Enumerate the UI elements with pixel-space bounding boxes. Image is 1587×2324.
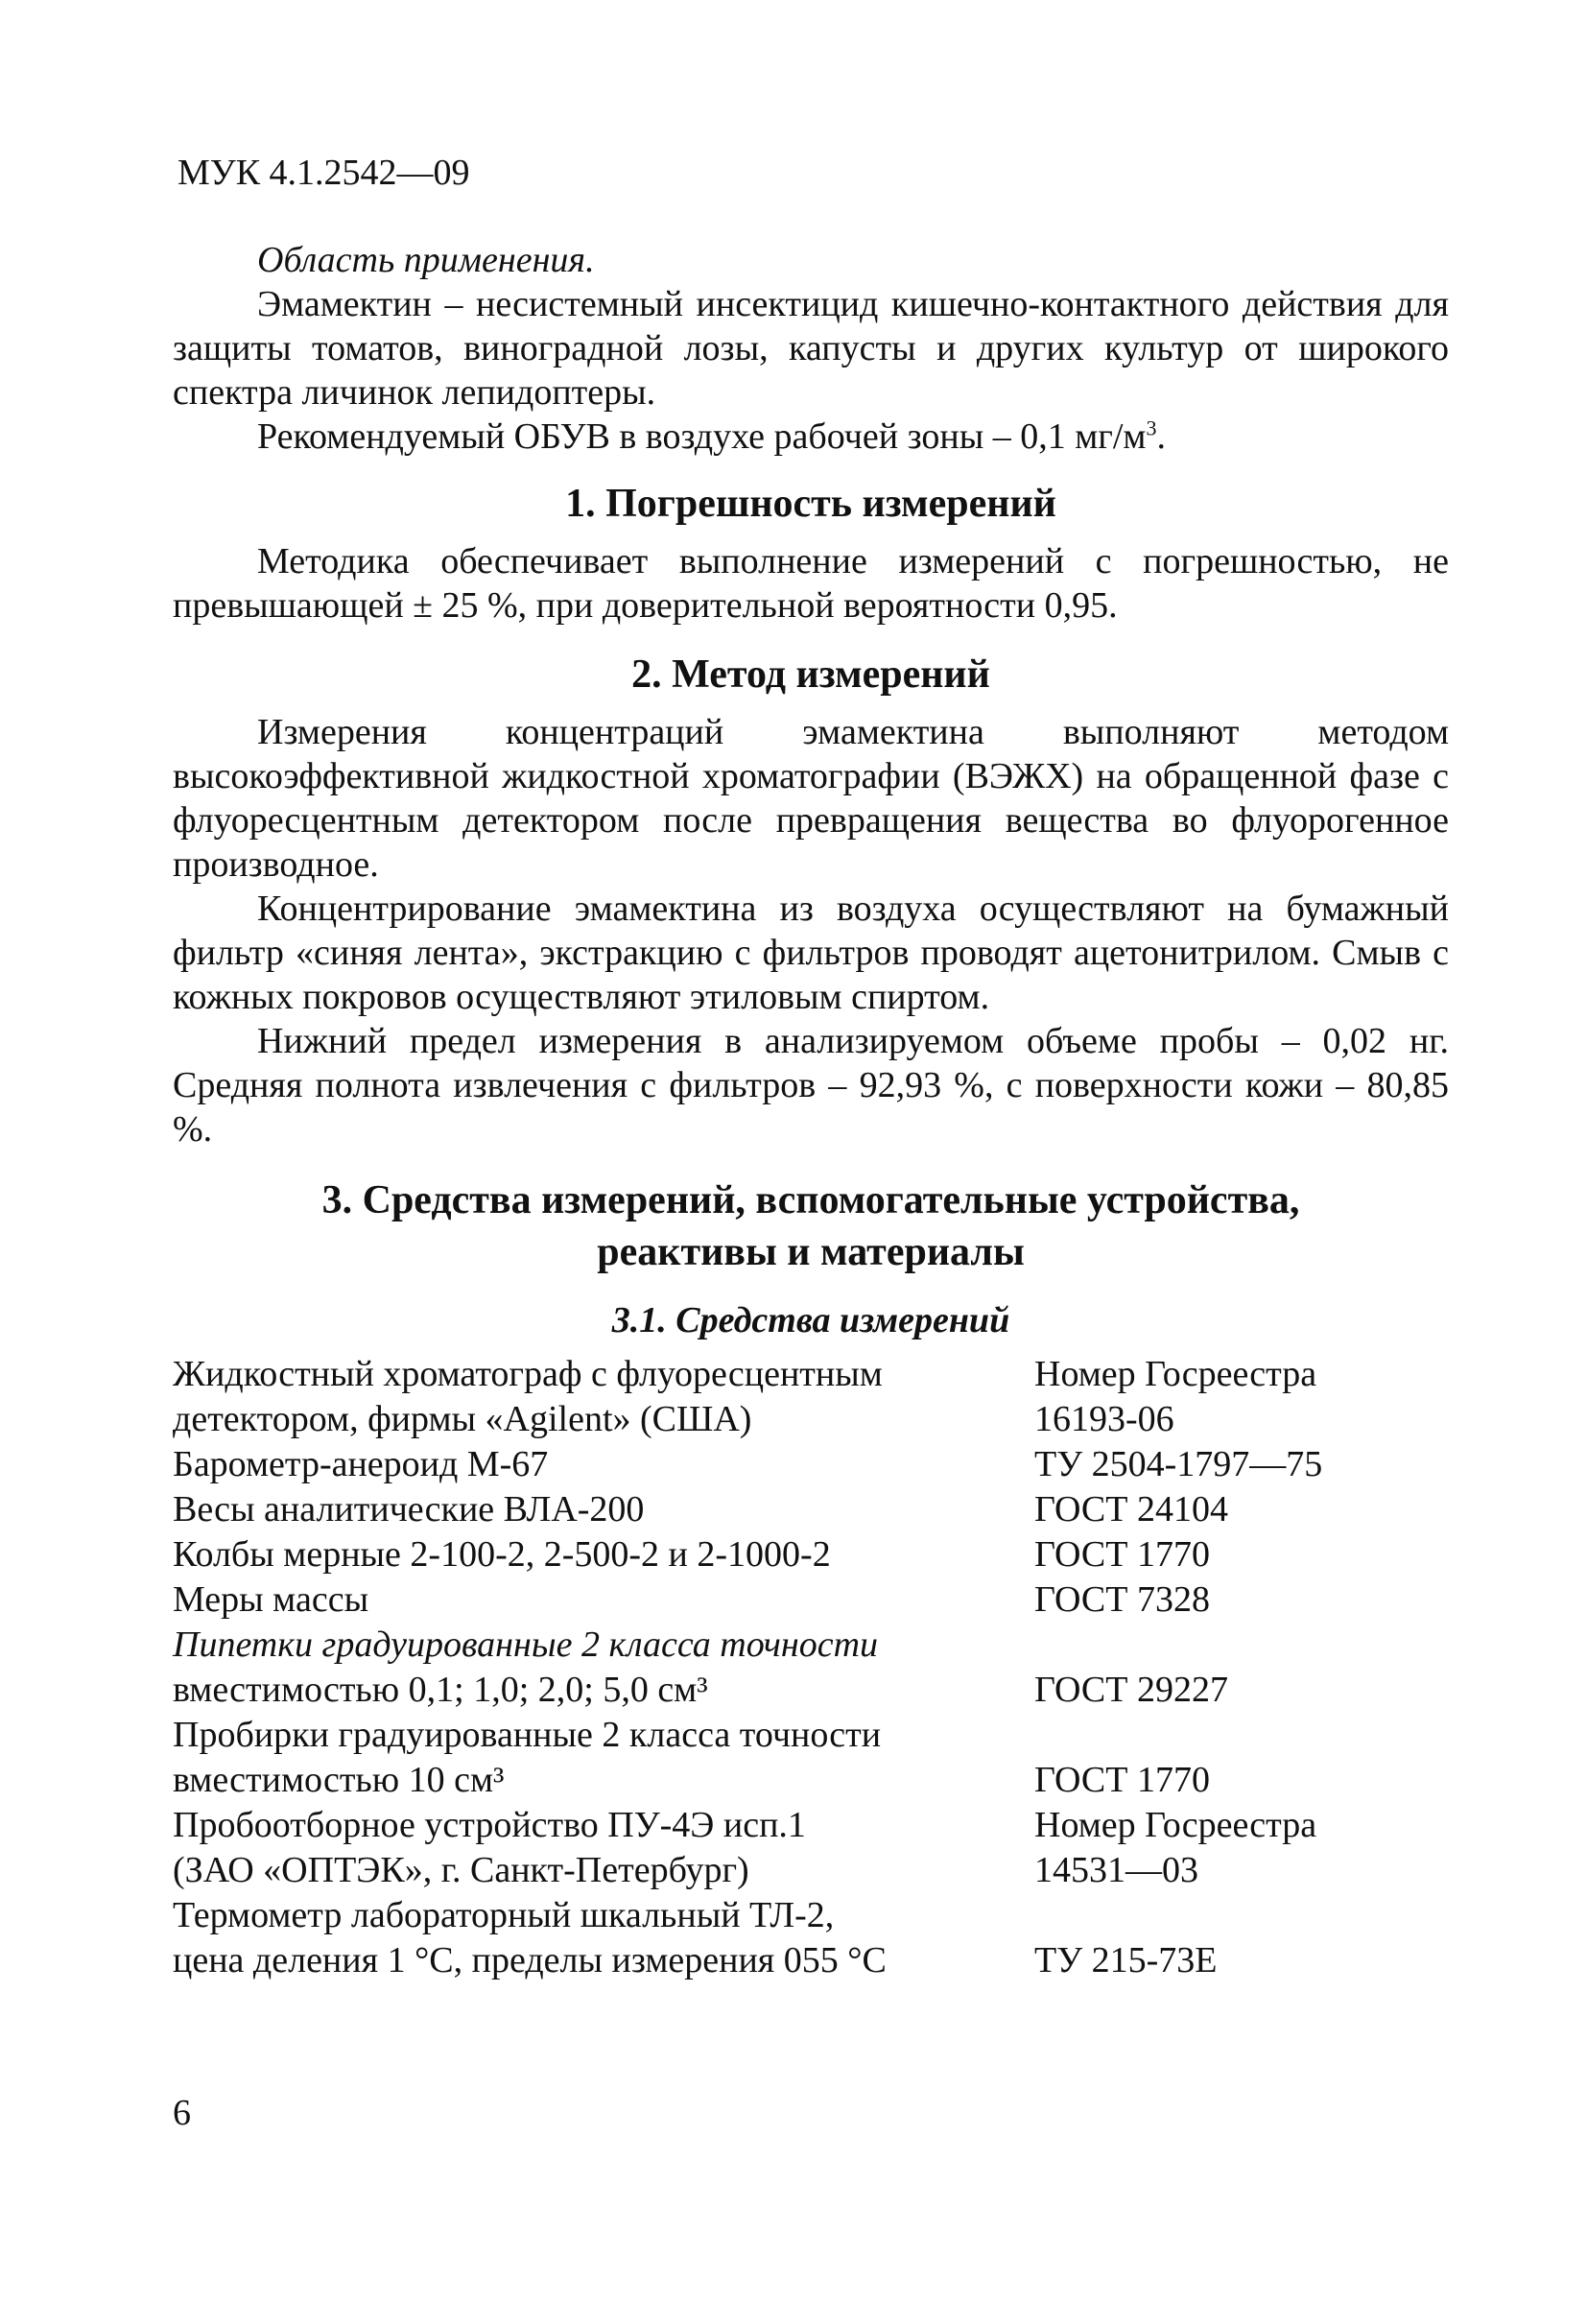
equipment-row	[173, 1488, 1449, 1533]
equipment-name: Пипетки градуированные 2 класса точности	[173, 1624, 879, 1665]
section1-text: Методика обеспечивает выполнение измерений с погрешностью, не превышающей ± 25 %, при доверительной вероятности 0,95.	[173, 541, 1449, 626]
section2-p2: Концентрирование эмамектина из воздуха осуществляют на бумажный фильтр «синяя лента», экстракцию с фильтров проводят ацетонитрилом. Смыв с кожных покровов осуществляют этиловым спиртом.	[173, 889, 1449, 1017]
equipment-row	[173, 1849, 1449, 1894]
equipment-standard: 16193-06	[1034, 1399, 1174, 1439]
equipment-standard: ГОСТ 1770	[1034, 1760, 1210, 1800]
equipment-name: Барометр-анероид М-67	[173, 1444, 549, 1484]
document-code: МУК 4.1.2542—09	[178, 153, 470, 193]
section3-heading	[173, 1174, 1449, 1278]
equipment-name: вместимостью 10 см³	[173, 1760, 505, 1800]
equipment-name: детектором, фирмы «Agilent» (США)	[173, 1399, 752, 1439]
equipment-name: Весы аналитические ВЛА-200	[173, 1489, 645, 1530]
equipment-name: Пробоотборное устройство ПУ-4Э исп.1	[173, 1805, 806, 1845]
equipment-name: Термометр лабораторный шкальный ТЛ-2,	[173, 1895, 835, 1935]
scope-text: Эмамектин – несистемный инсектицид кишечно-контактного действия для защиты томатов, виноградной лозы, капусты и других культур от широкого спектра личинок лепидоптеры.	[173, 284, 1449, 413]
equipment-row	[173, 1443, 1449, 1488]
equipment-list	[173, 1353, 1449, 1984]
equipment-row	[173, 1804, 1449, 1849]
section2-heading: 2. Метод измерений	[631, 652, 990, 697]
equipment-row	[173, 1894, 1449, 1939]
equipment-row	[173, 1533, 1449, 1578]
section3-1-heading: 3.1. Средства измерений	[611, 1300, 1010, 1340]
section3-heading-line1: 3. Средства измерений, вспомогательные устройства,	[321, 1178, 1300, 1222]
equipment-name: Пробирки градуированные 2 класса точности	[173, 1715, 882, 1755]
equipment-row	[173, 1759, 1449, 1804]
equipment-row	[173, 1398, 1449, 1443]
equipment-row	[173, 1578, 1449, 1624]
equipment-standard: Номер Госреестра	[1034, 1354, 1317, 1394]
equipment-name: Колбы мерные 2-100-2, 2-500-2 и 2-1000-2	[173, 1534, 831, 1575]
equipment-row	[173, 1624, 1449, 1669]
equipment-name: вместимостью 0,1; 1,0; 2,0; 5,0 см³	[173, 1670, 708, 1710]
section1-heading: 1. Погрешность измерений	[565, 482, 1056, 526]
equipment-standard: ГОСТ 24104	[1034, 1489, 1228, 1530]
equipment-name: Жидкостный хроматограф с флуоресцентным	[173, 1354, 883, 1394]
equipment-name: (ЗАО «ОПТЭК», г. Санкт-Петербург)	[173, 1850, 749, 1890]
section2-p1: Измерения концентраций эмамектина выполняют методом высокоэффективной жидкостной хроматографии (ВЭЖХ) на обращенной фазе с флуоресцентным детектором после превращения вещества во флуорогенное производное.	[173, 712, 1449, 885]
page-number: 6	[173, 2093, 191, 2133]
scope-obuv-sup: 3	[1146, 415, 1157, 440]
equipment-standard: ТУ 215-73Е	[1034, 1940, 1218, 1980]
equipment-standard: ГОСТ 29227	[1034, 1670, 1228, 1710]
equipment-row	[173, 1939, 1449, 1984]
section3-heading-line2: реактивы и материалы	[597, 1230, 1025, 1274]
equipment-name: цена деления 1 °С, пределы измерения 055 °С	[173, 1940, 887, 1980]
section2-p3: Нижний предел измерения в анализируемом объеме пробы – 0,02 нг. Средняя полнота извлечения с фильтров – 92,93 %, с поверхности кожи – 80,85 %.	[173, 1021, 1449, 1150]
equipment-row	[173, 1714, 1449, 1759]
equipment-standard: ГОСТ 7328	[1034, 1579, 1210, 1620]
equipment-name: Меры массы	[173, 1579, 369, 1620]
equipment-standard: Номер Госреестра	[1034, 1805, 1317, 1845]
section2-text-block	[173, 710, 1449, 1151]
scope-title: Область применения.	[257, 240, 595, 280]
equipment-row	[173, 1669, 1449, 1714]
equipment-standard: ГОСТ 1770	[1034, 1534, 1210, 1575]
section1-text-block	[173, 539, 1449, 628]
equipment-standard: ТУ 2504-1797—75	[1034, 1444, 1323, 1484]
scope-obuv-end: .	[1156, 416, 1166, 457]
equipment-standard: 14531—03	[1034, 1850, 1198, 1890]
scope-block	[173, 238, 1449, 459]
scope-obuv: Рекомендуемый ОБУВ в воздухе рабочей зоны – 0,1 мг/м	[257, 416, 1147, 457]
equipment-row	[173, 1353, 1449, 1398]
